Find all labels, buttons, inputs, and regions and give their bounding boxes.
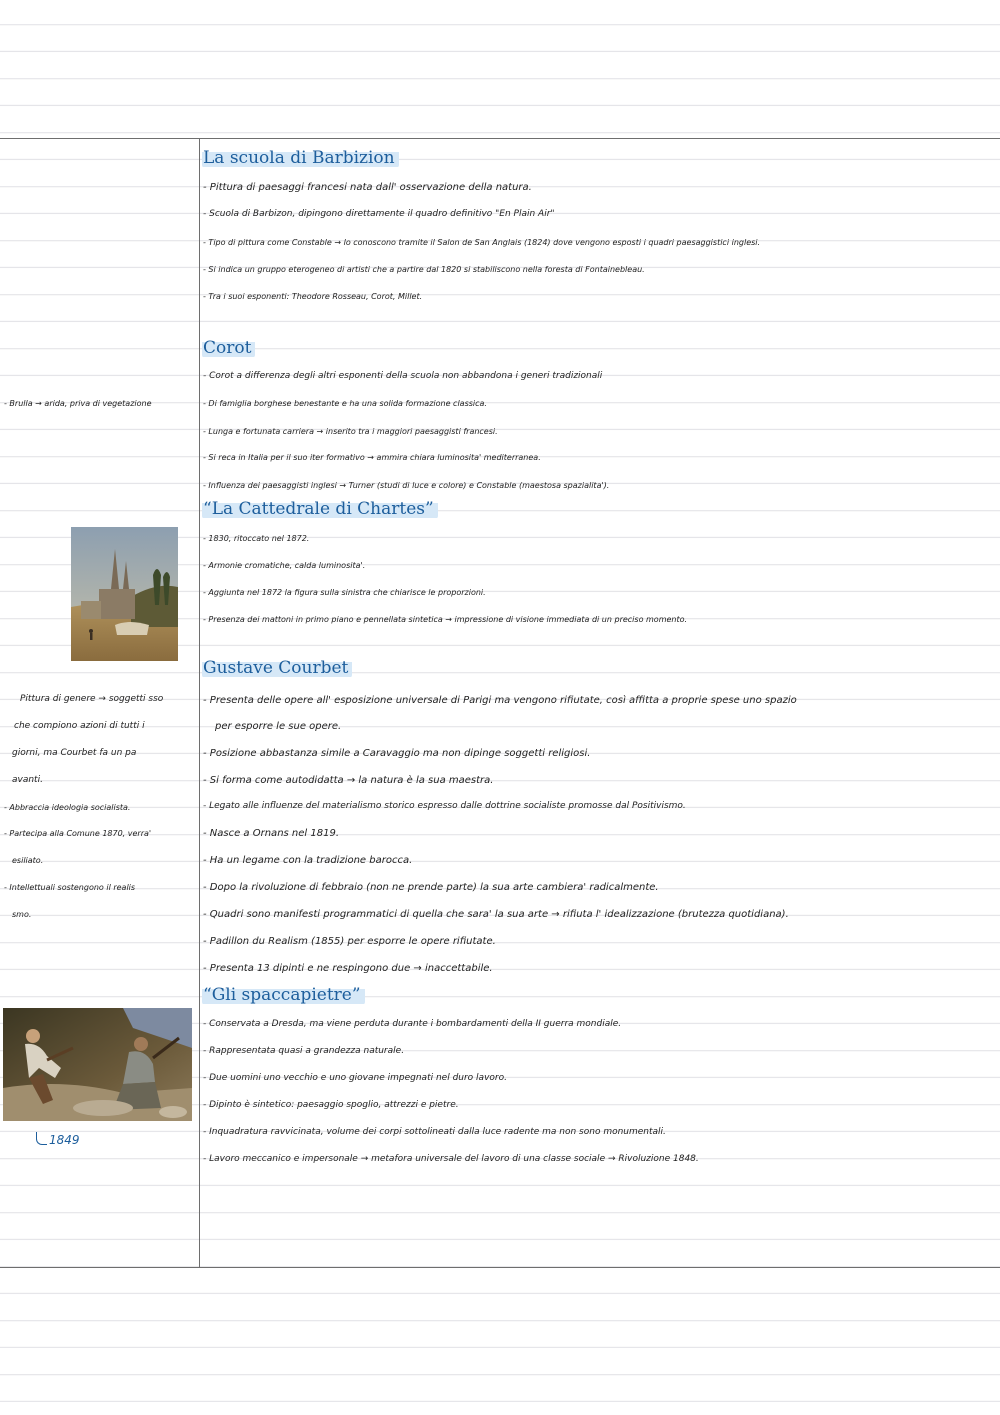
hook-arrow-icon [36, 1132, 47, 1145]
spaccapietre-painting [3, 1008, 192, 1121]
bottom-frame-line [0, 1267, 1000, 1268]
note-line: - Scuola di Barbizon, dipingono direttamente il quadro definitivo "En Plain Air" [203, 209, 555, 219]
margin-note-line: esiliato. [12, 856, 44, 865]
margin-note-line: Pittura di genere → soggetti sso [20, 694, 164, 704]
note-line: - Padillon du Realism (1855) per esporre le opere rifiutate. [203, 936, 496, 947]
note-line: - Dopo la rivoluzione di febbraio (non ne prende parte) la sua arte cambiera' radicalmente. [203, 882, 659, 893]
section-title-cattedrale: “La Cattedrale di Chartes” [202, 498, 438, 520]
note-line: - Lunga e fortunata carriera → inserito tra i maggiori paesaggisti francesi. [203, 427, 498, 436]
margin-note-line: - Partecipa alla Comune 1870, verra' [4, 829, 152, 838]
section-title-courbet: Gustave Courbet [202, 657, 352, 679]
note-line: - Inquadratura ravvicinata, volume dei corpi sottolineati dalla luce radente ma non sono monumentali. [203, 1127, 666, 1137]
top-frame-line [0, 138, 1000, 139]
margin-note-line: - Intellettuali sostengono il realis [4, 883, 136, 892]
note-line: - Legato alle influenze del materialismo storico espresso dalle dottrine socialiste promosse dal Positivismo. [203, 801, 686, 811]
note-line: - Si indica un gruppo eterogeneo di artisti che a partire dal 1820 si stabiliscono nella foresta di Fontainebleau. [203, 265, 645, 274]
note-line: - Corot a differenza degli altri esponenti della scuola non abbandona i generi tradizionali [203, 371, 603, 381]
note-line: - Di famiglia borghese benestante e ha una solida formazione classica. [203, 399, 487, 408]
note-line: - Rappresentata quasi a grandezza naturale. [203, 1046, 405, 1056]
cattedrale-painting [71, 527, 178, 661]
spaccapietre-year: 1849 [36, 1132, 80, 1147]
note-line: - Presenza dei mattoni in primo piano e pennellata sintetica → impressione di visione immediata di un preciso momento. [203, 615, 688, 624]
note-line: - Aggiunta nel 1872 la figura sulla sinistra che chiarisce le proporzioni. [203, 588, 486, 597]
note-line: - Nasce a Ornans nel 1819. [203, 828, 339, 839]
note-line: - Tipo di pittura come Constable → lo conoscono tramite il Salon de San Anglais (1824) dove vengono esposti i quadri paesaggistici inglesi. [203, 238, 761, 247]
margin-note-line: - Abbraccia ideologia socialista. [4, 803, 131, 812]
note-line: - Pittura di paesaggi francesi nata dall' osservazione della natura. [203, 182, 532, 193]
margin-note-line: smo. [12, 910, 32, 919]
note-line: - Quadri sono manifesti programmatici di quella che sara' la sua arte → rifiuta l' idealizzazione (brutezza quotidiana). [203, 909, 789, 920]
note-line: - Conservata a Dresda, ma viene perduta durante i bombardamenti della II guerra mondiale. [203, 1019, 622, 1029]
note-line: - Lavoro meccanico e impersonale → metafora universale del lavoro di una classe sociale → Rivoluzione 1848. [203, 1154, 699, 1164]
note-line: - 1830, ritoccato nel 1872. [203, 534, 310, 543]
margin-note-brulla: - Brulla → arida, priva di vegetazione [4, 399, 152, 408]
note-line: - Tra i suoi esponenti: Theodore Rosseau, Corot, Millet. [203, 292, 423, 301]
section-title-spaccapietre: “Gli spaccapietre” [202, 984, 365, 1006]
note-line: - Si forma come autodidatta → la natura è la sua maestra. [203, 775, 494, 786]
note-line: - Presenta delle opere all' esposizione universale di Parigi ma vengono rifiutate, così affitta a proprie spese uno spazio [203, 695, 797, 706]
note-line: - Dipinto è sintetico: paesaggio spoglio, attrezzi e pietre. [203, 1100, 459, 1110]
note-line: per esporre le sue opere. [215, 721, 342, 732]
note-line: - Due uomini uno vecchio e uno giovane impegnati nel duro lavoro. [203, 1073, 507, 1083]
section-title-barbizon: La scuola di Barbizion [202, 147, 399, 169]
margin-note-line: avanti. [12, 775, 43, 785]
note-line: - Presenta 13 dipinti e ne respingono due → inaccettabile. [203, 963, 493, 974]
margin-note-line: giorni, ma Courbet fa un pa [12, 748, 137, 758]
note-line: - Influenza dei paesaggisti inglesi → Turner (studi di luce e colore) e Constable (maestosa spazialita'). [203, 481, 610, 490]
note-line: - Armonie cromatiche, calda luminosita'. [203, 561, 366, 570]
note-line: - Posizione abbastanza simile a Caravaggio ma non dipinge soggetti religiosi. [203, 748, 591, 759]
margin-note-line: che compiono azioni di tutti i [14, 721, 145, 731]
note-line: - Ha un legame con la tradizione barocca. [203, 855, 413, 866]
note-line: - Si reca in Italia per il suo iter formativo → ammira chiara luminosita' mediterranea. [203, 453, 541, 462]
section-title-corot: Corot [202, 337, 255, 359]
